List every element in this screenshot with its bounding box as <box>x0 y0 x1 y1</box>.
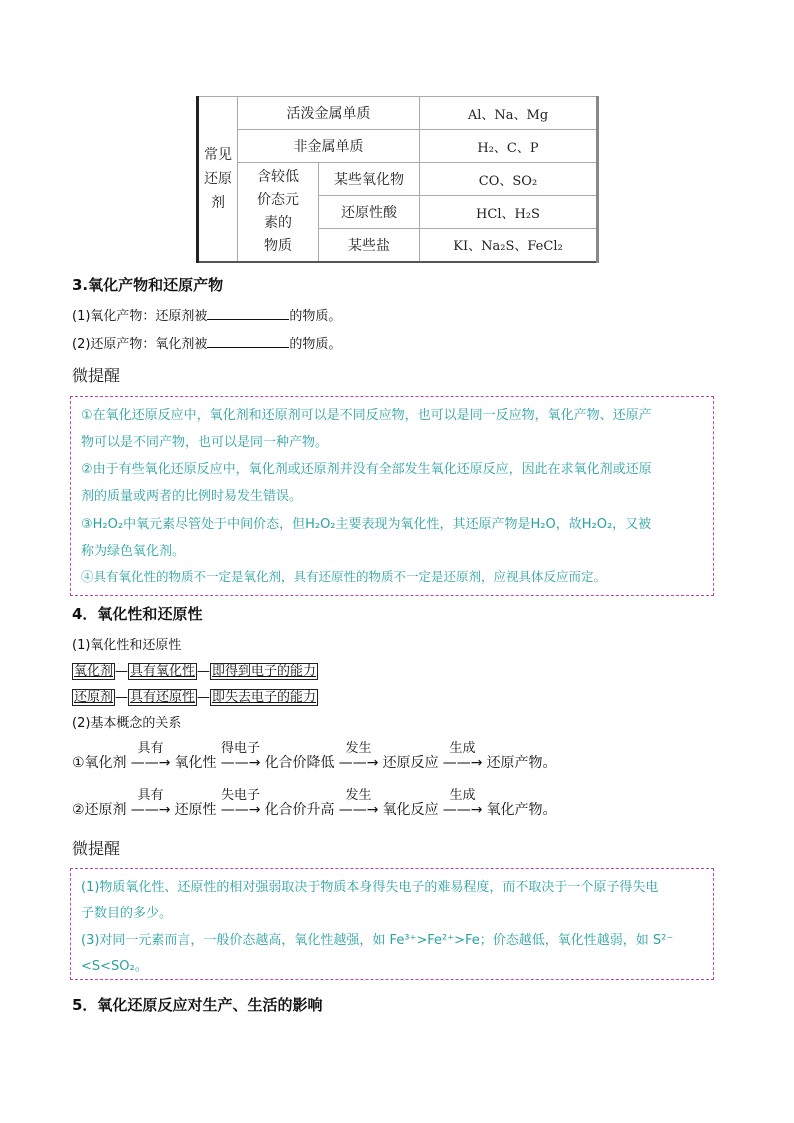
term-box: 还原剂 <box>74 690 114 705</box>
reaction-arrow: 发生 ——→ <box>338 741 379 771</box>
tip-line: ②由于有些氧化还原反应中，氧化剂或还原剂并没有全部发生氧化还原反应，因此在求氧化剂或还原 <box>81 462 652 477</box>
tip-line: (3)对同一元素而言，一般价态越高，氧化性越强，如 Fe³⁺>Fe²⁺>Fe；价态越低，氧化性越弱，如 S²⁻ <box>81 933 674 948</box>
category-cell: 某些盐 <box>319 229 420 262</box>
tip2-title: 微提醒 <box>72 839 121 858</box>
tip2-box <box>70 868 714 980</box>
tip-line: 称为绿色氧化剂。 <box>81 544 186 559</box>
row-header: 常见 还原 剂 <box>198 97 238 262</box>
tip-line: 物可以是不同产物，也可以是同一种产物。 <box>81 435 329 450</box>
tip1-title: 微提醒 <box>72 366 121 385</box>
section3-item1: (1)氧化产物：还原剂被 的物质。 <box>72 305 341 324</box>
reaction-arrow: 失电子 ——→ <box>220 788 261 818</box>
category-cell: 非金属单质 <box>238 130 420 163</box>
reductant-definition: 还原剂 — 具有还原性 — 即失去电子的能力 <box>74 690 317 705</box>
reaction-arrow: 具有 ——→ <box>130 788 171 818</box>
category-cell: 还原性酸 <box>319 196 420 229</box>
term-box: 即得到电子的能力 <box>212 664 317 679</box>
examples-cell: KI、Na₂S、FeCl₂ <box>420 229 598 262</box>
term-box: 具有氧化性 <box>130 664 196 679</box>
tip-line: 剂的质量或两者的比例时易发生错误。 <box>81 489 303 504</box>
oxidant-definition: 氧化剂 — 具有氧化性 — 即得到电子的能力 <box>74 664 317 679</box>
examples-cell: CO、SO₂ <box>420 163 598 196</box>
section4-sub1: (1)氧化性和还原性 <box>72 638 182 653</box>
section4-title: 4．氧化性和还原性 <box>72 605 203 623</box>
term-box: 具有还原性 <box>130 690 196 705</box>
reaction-arrow: 得电子 ——→ <box>220 741 261 771</box>
group-label: 含较低 价态元 素的 物质 <box>238 163 319 262</box>
reaction-arrow: 发生 ——→ <box>338 788 379 818</box>
tip-line: ③H₂O₂中氧元素尽管处于中间价态，但H₂O₂主要表现为氧化性，其还原产物是H₂O，故H₂O₂，又被 <box>81 517 652 532</box>
term-box: 即失去电子的能力 <box>212 690 317 705</box>
fill-blank[interactable] <box>207 306 289 320</box>
category-cell: 活泼金属单质 <box>238 97 420 130</box>
term-box: 氧化剂 <box>74 664 114 679</box>
reductant-chain: ②还原剂 具有 ——→ 还原性 失电子 ——→ 化合价升高 发生 ——→ 氧化反应 生成 ——→ 氧化产物。 <box>72 788 557 818</box>
tip-line: 子数目的多少。 <box>81 906 173 921</box>
section3-title: 3.氧化产物和还原产物 <box>72 276 224 294</box>
examples-cell: HCl、H₂S <box>420 196 598 229</box>
reaction-arrow: 具有 ——→ <box>130 741 171 771</box>
category-cell: 某些氧化物 <box>319 163 420 196</box>
examples-cell: H₂、C、P <box>420 130 598 163</box>
oxidant-chain: ①氧化剂 具有 ——→ 氧化性 得电子 ——→ 化合价降低 发生 ——→ 还原反应 生成 ——→ 还原产物。 <box>72 741 557 771</box>
tip-line: ④具有氧化性的物质不一定是氧化剂，具有还原性的物质不一定是还原剂，应视具体反应而定。 <box>81 569 607 584</box>
section4-sub2: (2)基本概念的关系 <box>72 716 182 731</box>
section3-item2: (2)还原产物：氧化剂被 的物质。 <box>72 333 341 352</box>
tip-line: <S<SO₂。 <box>81 959 148 974</box>
tip-line: (1)物质氧化性、还原性的相对强弱取决于物质本身得失电子的难易程度，而不取决于一个原子得失电 <box>81 880 659 895</box>
section5-title: 5．氧化还原反应对生产、生活的影响 <box>72 996 323 1014</box>
reductant-table <box>196 96 599 263</box>
examples-cell: Al、Na、Mg <box>420 97 598 130</box>
reaction-arrow: 生成 ——→ <box>442 741 483 771</box>
tip-line: ①在氧化还原反应中，氧化剂和还原剂可以是不同反应物，也可以是同一反应物，氧化产物、还原产 <box>81 408 652 423</box>
tip1-box <box>70 396 714 596</box>
reaction-arrow: 生成 ——→ <box>442 788 483 818</box>
fill-blank[interactable] <box>207 334 289 348</box>
